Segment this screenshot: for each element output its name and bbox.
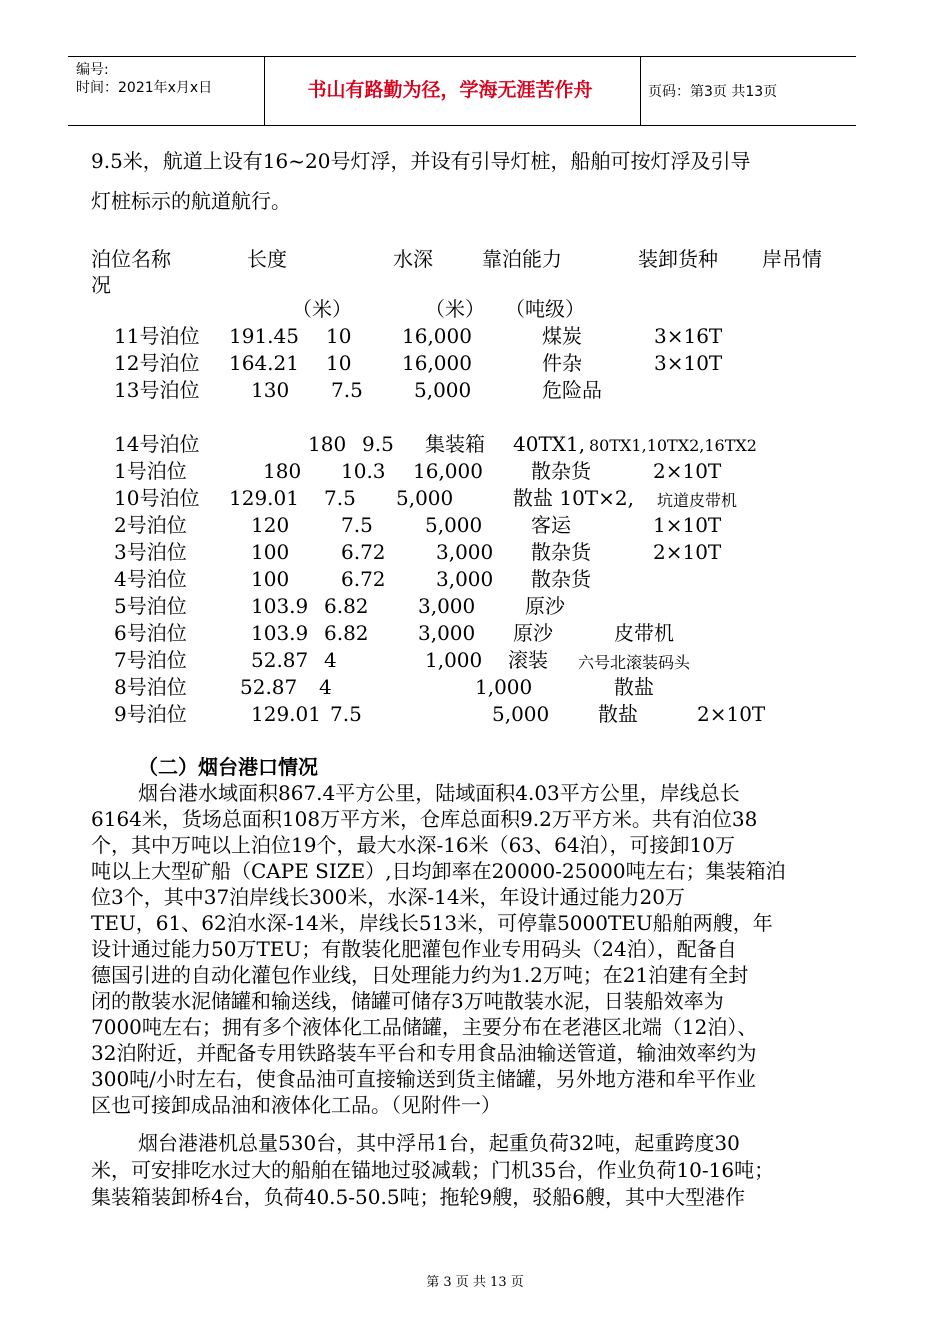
table-cell: 8号泊位 bbox=[114, 675, 187, 699]
table-cell: 4 bbox=[324, 648, 337, 672]
page-footer: 第 3 页 共 13 页 bbox=[426, 1275, 524, 1290]
table-cell: 散盐 bbox=[598, 702, 638, 726]
table-cell: 3号泊位 bbox=[114, 540, 187, 564]
table-cell: 100 bbox=[251, 567, 290, 591]
table-cell: 191.45 bbox=[229, 324, 299, 348]
table-header-cell: 况 bbox=[91, 273, 111, 297]
paragraph-line: 个，其中万吨以上泊位19个，最大水深-16米（63、64泊），可接卸10万 bbox=[91, 833, 736, 857]
table-cell: 129.01 bbox=[229, 486, 299, 510]
table-cell: 10号泊位 bbox=[114, 486, 200, 510]
paragraph-line: 6164米，货场总面积108万平方米，仓库总面积9.2万平方米。共有泊位38 bbox=[91, 807, 758, 831]
table-cell: 散杂货 bbox=[531, 540, 591, 564]
table-cell: 1,000 bbox=[475, 675, 533, 699]
header-motto: 书山有路勤为径，学海无涯苦作舟 bbox=[307, 79, 593, 101]
table-cell: 10 bbox=[326, 324, 352, 348]
table-cell: 40TX1, bbox=[513, 432, 586, 456]
section-title: （二）烟台港口情况 bbox=[138, 755, 318, 779]
table-cell: 80TX1,10TX2,16TX2 bbox=[589, 436, 757, 455]
paragraph-line: 300吨/小时左右，使食品油可直接输送到货主储罐，另外地方港和牟平作业 bbox=[91, 1067, 756, 1091]
table-cell: 滚装 bbox=[508, 648, 548, 672]
paragraph-line: 32泊附近，并配备专用铁路装车平台和专用食品油输送管道，输油效率约为 bbox=[91, 1041, 757, 1065]
table-cell: 11号泊位 bbox=[114, 324, 200, 348]
paragraph-line: 吨以上大型矿船（CAPE SIZE）,日均卸率在20000-25000吨左右；集装箱泊 bbox=[91, 859, 786, 883]
paragraph-line: 德国引进的自动化灌包作业线，日处理能力约为1.2万吨；在21泊建有全封 bbox=[91, 963, 749, 987]
paragraph-line: 烟台港水域面积867.4平方公里，陆域面积4.03平方公里，岸线总长 bbox=[138, 781, 740, 805]
paragraph-line: TEU，61、62泊水深-14米，岸线长513米，可停靠5000TEU船舶两艘，年 bbox=[91, 911, 773, 935]
paragraph-line: 烟台港港机总量530台，其中浮吊1台，起重负荷32吨，起重跨度30 bbox=[138, 1131, 740, 1155]
table-cell: 16,000 bbox=[402, 351, 472, 375]
table-cell: 180 bbox=[263, 459, 302, 483]
table-cell: 5,000 bbox=[425, 513, 483, 537]
table-cell: 7.5 bbox=[324, 486, 356, 510]
table-cell: 16,000 bbox=[402, 324, 472, 348]
table-cell: 16,000 bbox=[413, 459, 483, 483]
table-cell: 3×16T bbox=[654, 324, 723, 348]
table-cell: 5,000 bbox=[414, 378, 472, 402]
paragraph-line: 7000吨左右；拥有多个液体化工品储罐，主要分布在老港区北端（12泊）、 bbox=[91, 1015, 758, 1039]
table-cell: 10 bbox=[326, 351, 352, 375]
intro-line: 9.5米，航道上设有16~20号灯浮，并设有引导灯桩，船舶可按灯浮及引导 bbox=[91, 149, 751, 173]
table-cell: 原沙 bbox=[513, 621, 553, 645]
table-header-cell: 长度 bbox=[247, 247, 287, 271]
table-cell: 7.5 bbox=[341, 513, 373, 537]
table-cell: 散盐 10T×2, bbox=[513, 486, 634, 510]
table-cell: 52.87 bbox=[240, 675, 298, 699]
table-cell: 6.82 bbox=[324, 594, 369, 618]
table-cell: 3,000 bbox=[436, 540, 494, 564]
paragraph-line: 闭的散装水泥储罐和输送线，储罐可储存3万吨散装水泥，日装船效率为 bbox=[91, 989, 724, 1013]
header-page: 页码：第3页 共13页 bbox=[648, 84, 778, 100]
table-cell: 3,000 bbox=[418, 594, 476, 618]
table-cell: 12号泊位 bbox=[114, 351, 200, 375]
table-cell: 129.01 bbox=[251, 702, 321, 726]
table-cell: 5,000 bbox=[492, 702, 550, 726]
table-cell: 3,000 bbox=[436, 567, 494, 591]
table-cell: 164.21 bbox=[229, 351, 299, 375]
table-unit: （米） bbox=[425, 297, 485, 321]
table-cell: 103.9 bbox=[251, 594, 309, 618]
table-cell: 6.72 bbox=[341, 567, 386, 591]
table-cell: 14号泊位 bbox=[114, 432, 200, 456]
table-cell: 7号泊位 bbox=[114, 648, 187, 672]
table-cell: 7.5 bbox=[330, 702, 362, 726]
table-cell: 9.5 bbox=[362, 432, 394, 456]
table-cell: 3×10T bbox=[654, 351, 723, 375]
table-cell: 6.82 bbox=[324, 621, 369, 645]
table-cell: 危险品 bbox=[542, 378, 602, 402]
table-cell: 件杂 bbox=[542, 351, 582, 375]
table-cell: 散杂货 bbox=[531, 567, 591, 591]
table-cell: 1号泊位 bbox=[114, 459, 187, 483]
table-cell: 5,000 bbox=[396, 486, 454, 510]
table-cell: 原沙 bbox=[525, 594, 565, 618]
page-header bbox=[68, 56, 856, 126]
table-header-cell: 泊位名称 bbox=[91, 247, 171, 271]
table-cell: 2号泊位 bbox=[114, 513, 187, 537]
table-cell: 4 bbox=[319, 675, 332, 699]
table-cell: 客运 bbox=[531, 513, 571, 537]
table-cell: 3,000 bbox=[418, 621, 476, 645]
table-header-cell: 靠泊能力 bbox=[482, 247, 562, 271]
table-cell: 皮带机 bbox=[614, 621, 674, 645]
table-cell: 5号泊位 bbox=[114, 594, 187, 618]
header-time: 时间：2021年x月x日 bbox=[76, 80, 213, 96]
table-header-cell: 岸吊情 bbox=[762, 247, 822, 271]
table-cell: 散杂货 bbox=[531, 459, 591, 483]
table-cell: 103.9 bbox=[251, 621, 309, 645]
table-cell: 坑道皮带机 bbox=[657, 491, 738, 510]
table-cell: 7.5 bbox=[331, 378, 363, 402]
paragraph-line: 米，可安排吃水过大的船舶在锚地过驳减载；门机35台，作业负荷10-16吨； bbox=[91, 1158, 775, 1182]
table-cell: 6号泊位 bbox=[114, 621, 187, 645]
table-cell: 180 bbox=[308, 432, 347, 456]
table-cell: 4号泊位 bbox=[114, 567, 187, 591]
table-header-cell: 水深 bbox=[393, 247, 433, 271]
table-cell: 2×10T bbox=[653, 540, 722, 564]
table-cell: 10.3 bbox=[341, 459, 386, 483]
header-number: 编号: bbox=[76, 62, 109, 78]
table-cell: 9号泊位 bbox=[114, 702, 187, 726]
table-cell: 六号北滚装码头 bbox=[578, 653, 691, 672]
header-meta bbox=[76, 61, 212, 97]
table-cell: 1×10T bbox=[653, 513, 722, 537]
paragraph-line: 设计通过能力50万TEU；有散装化肥灌包作业专用码头（24泊），配备自 bbox=[91, 937, 737, 961]
table-cell: 130 bbox=[251, 378, 290, 402]
table-cell: 1,000 bbox=[425, 648, 483, 672]
header-divider bbox=[640, 57, 641, 125]
table-cell: 52.87 bbox=[251, 648, 309, 672]
table-cell: 集装箱 bbox=[425, 432, 485, 456]
table-cell: 120 bbox=[251, 513, 290, 537]
paragraph-line: 位3个，其中37泊岸线长300米，水深-14米，年设计通过能力20万 bbox=[91, 885, 686, 909]
paragraph-line: 集装箱装卸桥4台，负荷40.5-50.5吨；拖轮9艘，驳船6艘，其中大型港作 bbox=[91, 1185, 745, 1209]
table-cell: 100 bbox=[251, 540, 290, 564]
table-cell: 6.72 bbox=[341, 540, 386, 564]
paragraph-line: 区也可接卸成品油和液体化工品。（见附件一） bbox=[91, 1093, 501, 1117]
table-cell: 13号泊位 bbox=[114, 378, 200, 402]
table-unit: （米） bbox=[292, 297, 352, 321]
table-cell: 2×10T bbox=[697, 702, 766, 726]
intro-line: 灯桩标示的航道航行。 bbox=[91, 189, 291, 213]
header-divider bbox=[264, 57, 265, 125]
table-cell: 2×10T bbox=[653, 459, 722, 483]
table-unit: （吨级） bbox=[505, 297, 585, 321]
table-header-cell: 装卸货种 bbox=[638, 247, 718, 271]
table-cell: 煤炭 bbox=[542, 324, 582, 348]
table-cell: 散盐 bbox=[614, 675, 654, 699]
